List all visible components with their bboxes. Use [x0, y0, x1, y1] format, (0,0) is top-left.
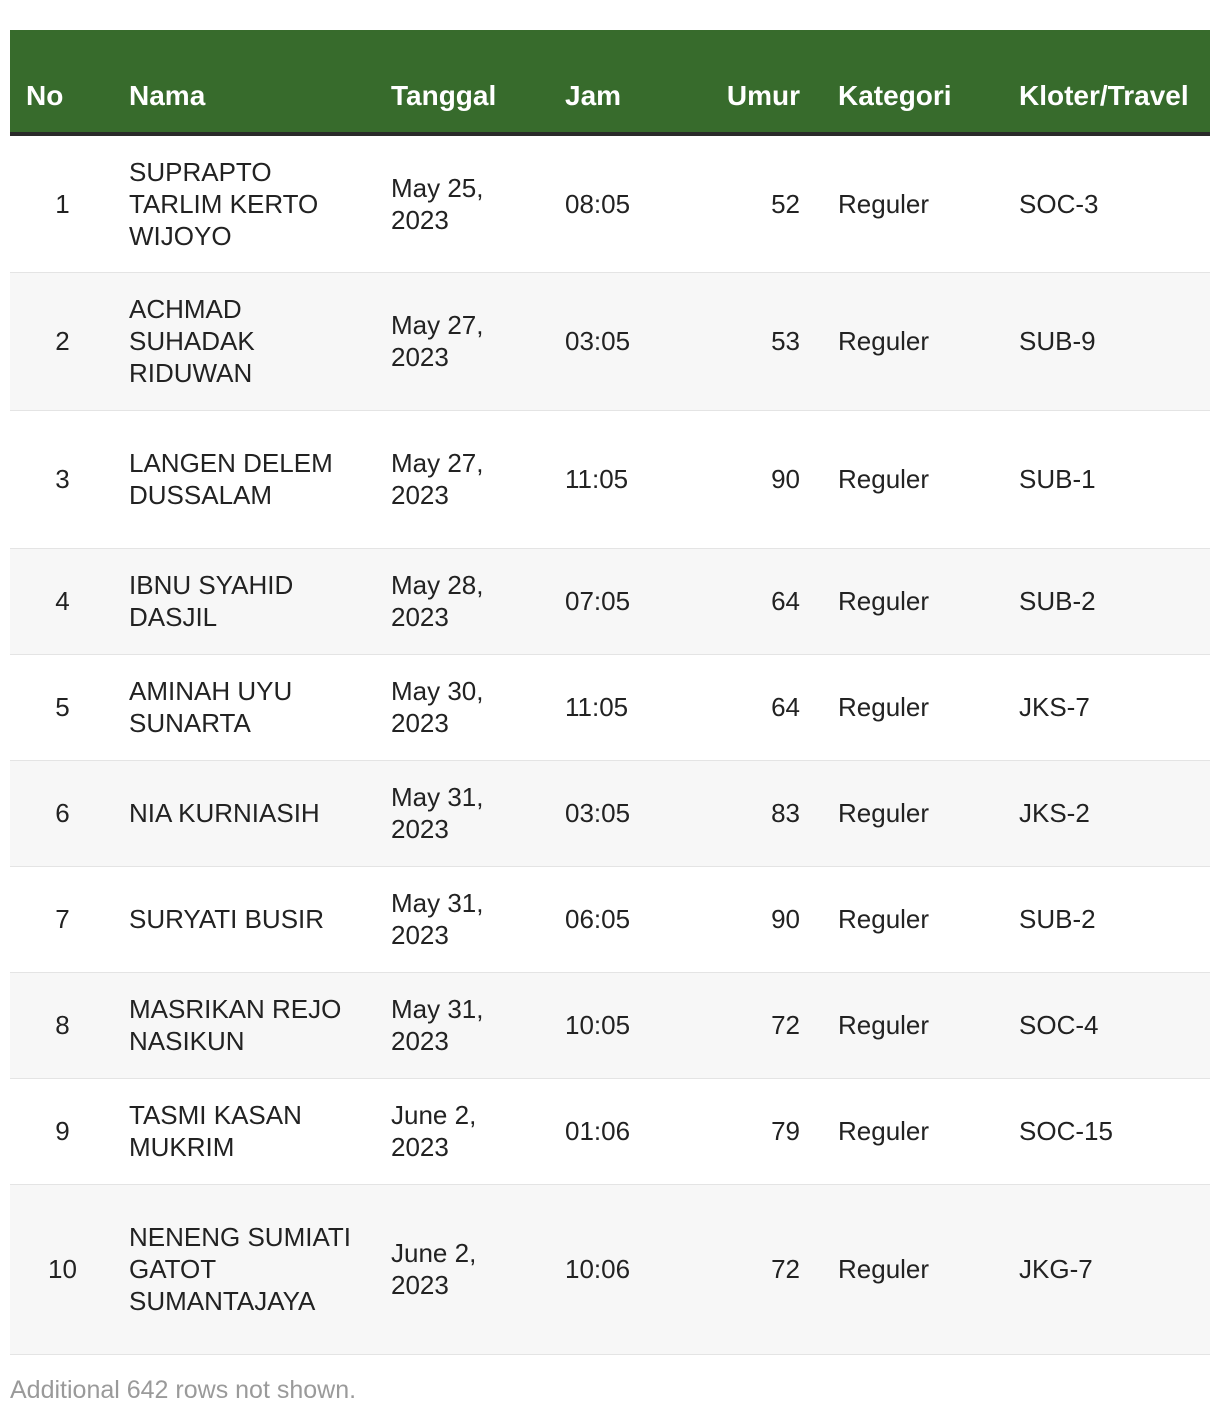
cell-jam: 08:05 — [565, 134, 677, 272]
cell-kloter-travel: SOC-4 — [1019, 972, 1210, 1078]
cell-tanggal: May 27, 2023 — [391, 410, 565, 548]
header-jam: Jam — [565, 30, 677, 134]
cell-umur: 90 — [677, 410, 838, 548]
cell-no: 1 — [10, 134, 129, 272]
table-body — [10, 134, 1210, 1354]
cell-umur: 72 — [677, 1184, 838, 1354]
cell-tanggal: May 25, 2023 — [391, 134, 565, 272]
cell-kloter-travel: SUB-2 — [1019, 866, 1210, 972]
table-row — [10, 1078, 1210, 1184]
data-table-container — [10, 30, 1210, 1355]
cell-tanggal: May 28, 2023 — [391, 548, 565, 654]
cell-umur: 79 — [677, 1078, 838, 1184]
cell-kategori: Reguler — [838, 134, 1019, 272]
table-row — [10, 410, 1210, 548]
table-row — [10, 1184, 1210, 1354]
cell-jam: 03:05 — [565, 272, 677, 410]
table-row — [10, 272, 1210, 410]
table-row — [10, 972, 1210, 1078]
cell-tanggal: June 2, 2023 — [391, 1078, 565, 1184]
cell-kloter-travel: JKG-7 — [1019, 1184, 1210, 1354]
header-nama: Nama — [129, 30, 391, 134]
cell-kategori: Reguler — [838, 866, 1019, 972]
cell-nama: NENENG SUMIATI GATOT SUMANTAJAYA — [129, 1184, 391, 1354]
cell-tanggal: June 2, 2023 — [391, 1184, 565, 1354]
cell-nama: SUPRAPTO TARLIM KERTO WIJOYO — [129, 134, 391, 272]
cell-umur: 72 — [677, 972, 838, 1078]
cell-no: 6 — [10, 760, 129, 866]
header-kategori: Kategori — [838, 30, 1019, 134]
cell-nama: LANGEN DELEM DUSSALAM — [129, 410, 391, 548]
cell-kloter-travel: SUB-1 — [1019, 410, 1210, 548]
table-row — [10, 134, 1210, 272]
cell-nama: SURYATI BUSIR — [129, 866, 391, 972]
cell-umur: 64 — [677, 548, 838, 654]
cell-nama: NIA KURNIASIH — [129, 760, 391, 866]
data-table — [10, 30, 1210, 1355]
cell-kategori: Reguler — [838, 654, 1019, 760]
cell-umur: 90 — [677, 866, 838, 972]
cell-no: 5 — [10, 654, 129, 760]
cell-no: 2 — [10, 272, 129, 410]
cell-kategori: Reguler — [838, 760, 1019, 866]
header-tanggal: Tanggal — [391, 30, 565, 134]
cell-kategori: Reguler — [838, 410, 1019, 548]
cell-kategori: Reguler — [838, 272, 1019, 410]
cell-tanggal: May 30, 2023 — [391, 654, 565, 760]
cell-no: 8 — [10, 972, 129, 1078]
cell-no: 3 — [10, 410, 129, 548]
cell-kloter-travel: JKS-7 — [1019, 654, 1210, 760]
cell-nama: TASMI KASAN MUKRIM — [129, 1078, 391, 1184]
cell-kategori: Reguler — [838, 1184, 1019, 1354]
table-row — [10, 654, 1210, 760]
cell-no: 10 — [10, 1184, 129, 1354]
cell-kloter-travel: SOC-15 — [1019, 1078, 1210, 1184]
cell-kloter-travel: SUB-2 — [1019, 548, 1210, 654]
table-row — [10, 760, 1210, 866]
cell-tanggal: May 31, 2023 — [391, 972, 565, 1078]
cell-tanggal: May 31, 2023 — [391, 866, 565, 972]
header-kloter-travel: Kloter/Travel — [1019, 30, 1210, 134]
cell-jam: 10:06 — [565, 1184, 677, 1354]
cell-jam: 01:06 — [565, 1078, 677, 1184]
cell-jam: 07:05 — [565, 548, 677, 654]
table-header — [10, 30, 1210, 134]
cell-tanggal: May 27, 2023 — [391, 272, 565, 410]
rows-not-shown-note: Additional 642 rows not shown. — [10, 1376, 357, 1404]
cell-umur: 52 — [677, 134, 838, 272]
cell-jam: 10:05 — [565, 972, 677, 1078]
cell-umur: 83 — [677, 760, 838, 866]
cell-kloter-travel: SUB-9 — [1019, 272, 1210, 410]
table-row — [10, 866, 1210, 972]
cell-kloter-travel: SOC-3 — [1019, 134, 1210, 272]
header-no: No — [10, 30, 129, 134]
table-row — [10, 548, 1210, 654]
cell-no: 7 — [10, 866, 129, 972]
cell-nama: AMINAH UYU SUNARTA — [129, 654, 391, 760]
cell-tanggal: May 31, 2023 — [391, 760, 565, 866]
cell-jam: 11:05 — [565, 410, 677, 548]
cell-kategori: Reguler — [838, 548, 1019, 654]
cell-umur: 53 — [677, 272, 838, 410]
cell-kategori: Reguler — [838, 1078, 1019, 1184]
cell-no: 4 — [10, 548, 129, 654]
cell-nama: IBNU SYAHID DASJIL — [129, 548, 391, 654]
cell-jam: 03:05 — [565, 760, 677, 866]
header-row — [10, 30, 1210, 134]
cell-kategori: Reguler — [838, 972, 1019, 1078]
cell-nama: ACHMAD SUHADAK RIDUWAN — [129, 272, 391, 410]
cell-no: 9 — [10, 1078, 129, 1184]
header-umur: Umur — [677, 30, 838, 134]
cell-nama: MASRIKAN REJO NASIKUN — [129, 972, 391, 1078]
cell-jam: 11:05 — [565, 654, 677, 760]
cell-jam: 06:05 — [565, 866, 677, 972]
cell-kloter-travel: JKS-2 — [1019, 760, 1210, 866]
cell-umur: 64 — [677, 654, 838, 760]
